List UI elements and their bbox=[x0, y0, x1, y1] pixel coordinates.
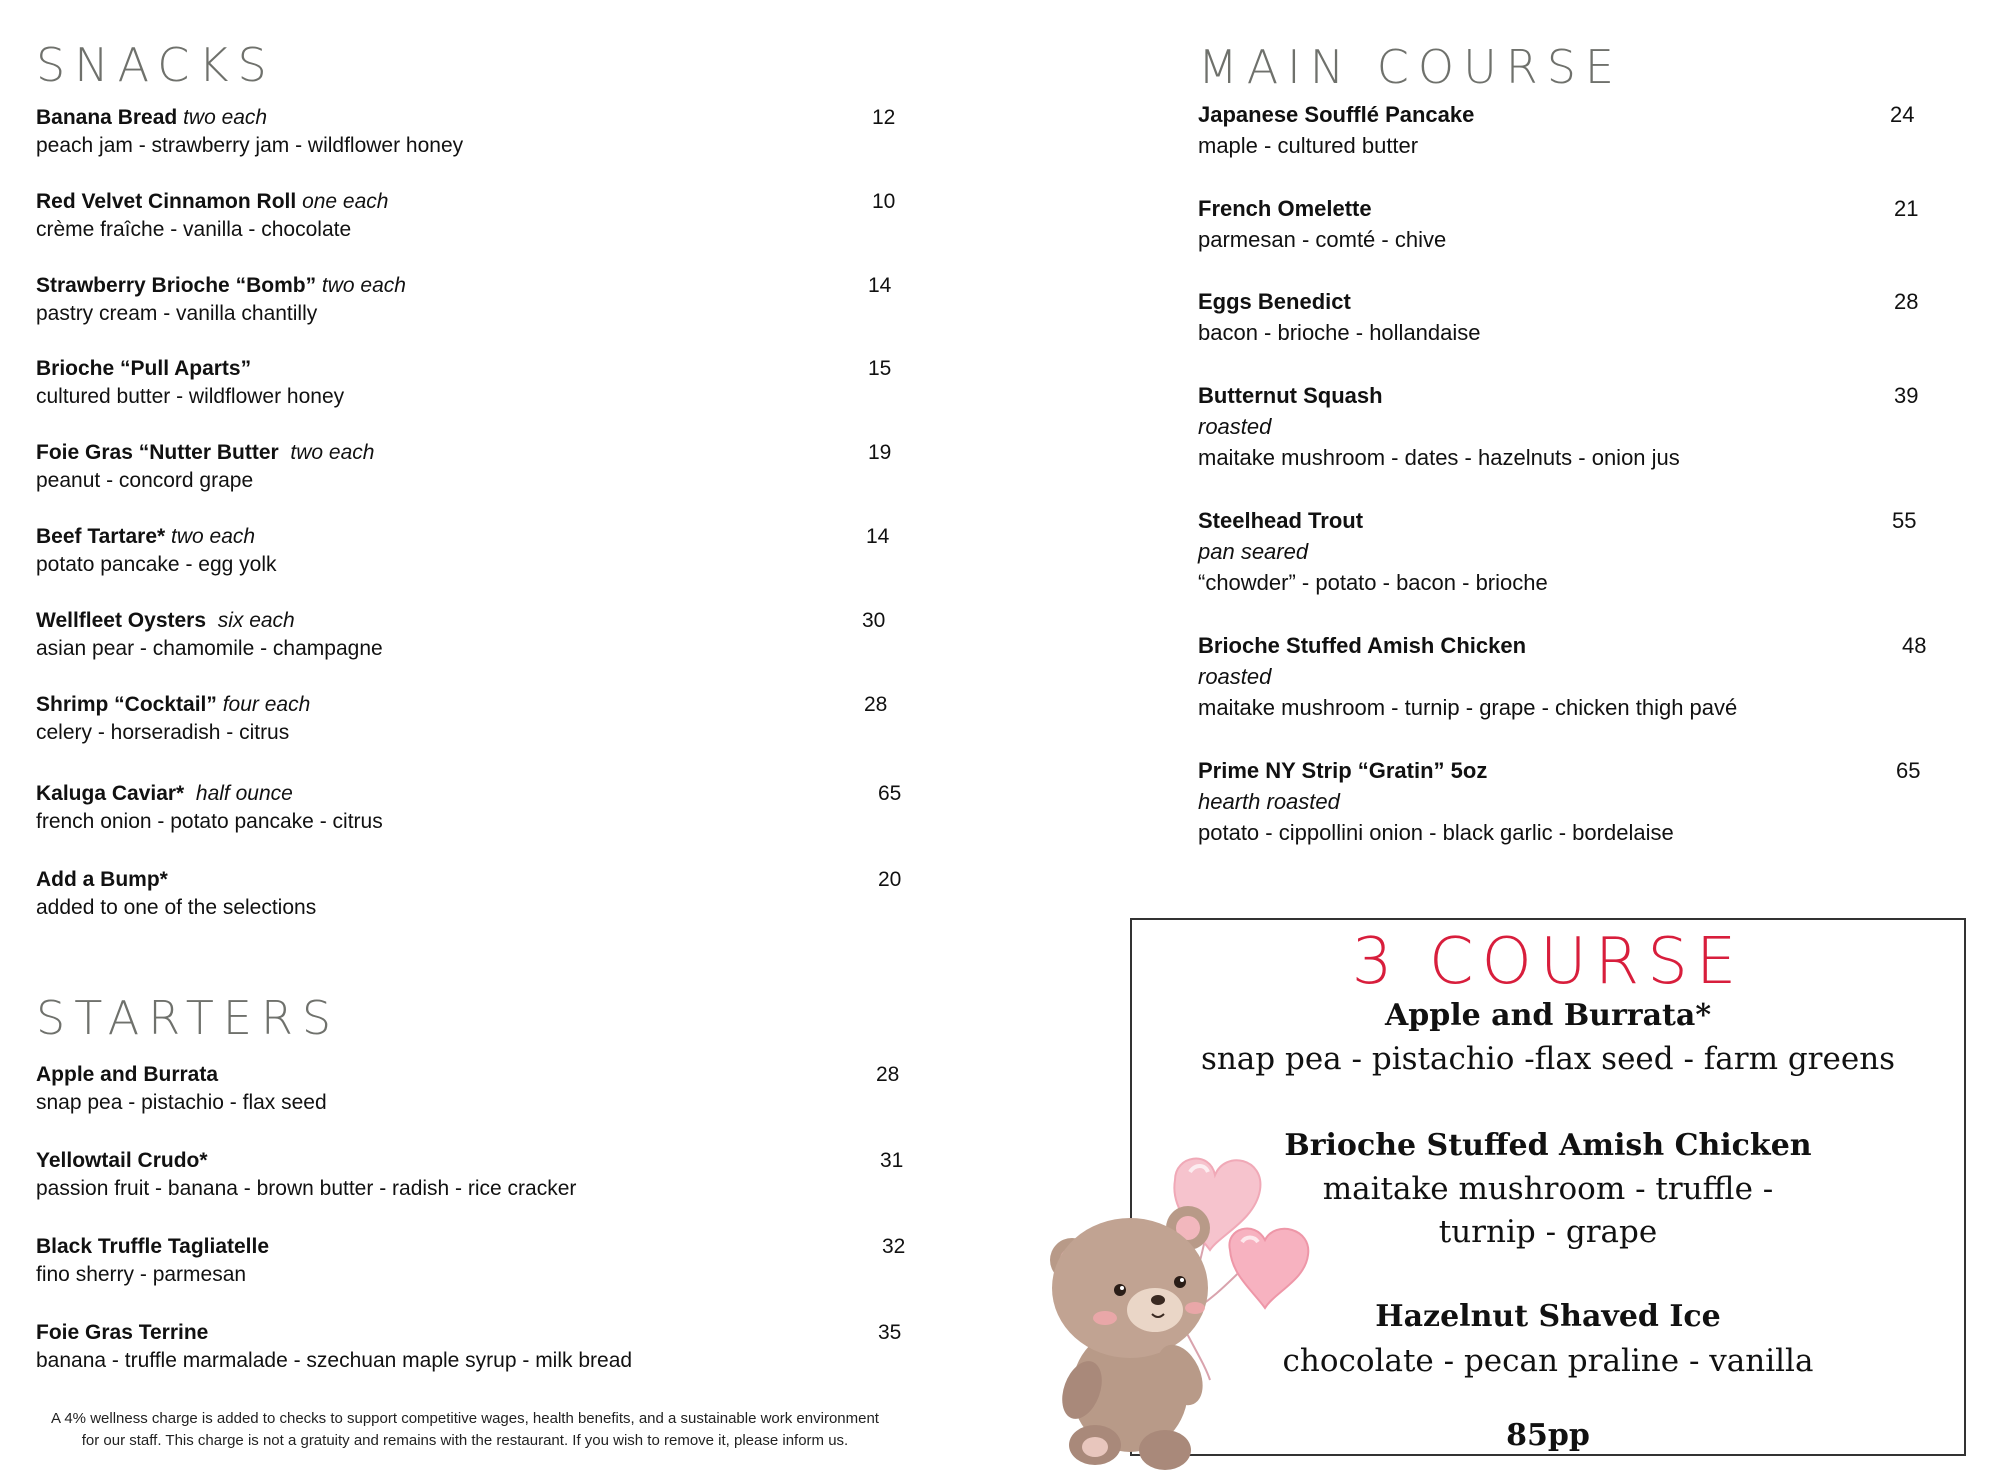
snack-item bbox=[36, 522, 916, 592]
item-description: maitake mushroom - turnip - grape - chicken thigh pavé bbox=[1198, 695, 1738, 720]
item-preparation: pan seared bbox=[1198, 539, 1309, 564]
item-name: Shrimp “Cocktail” four each bbox=[36, 693, 311, 716]
teddy-bear-balloons-illustration bbox=[1020, 1150, 1360, 1478]
item-preparation: hearth roasted bbox=[1198, 789, 1340, 814]
snack-item bbox=[36, 865, 916, 935]
main-course-heading: MAIN COURSE bbox=[1198, 40, 1623, 94]
item-name: Japanese Soufflé Pancake bbox=[1198, 102, 1475, 127]
item-description: celery - horseradish - citrus bbox=[36, 721, 290, 744]
main-course-item bbox=[1198, 99, 1958, 169]
course-two-name: Brioche Stuffed Amish Chicken bbox=[1284, 1128, 1812, 1163]
course-three-name: Hazelnut Shaved Ice bbox=[1375, 1299, 1721, 1334]
item-description: potato - cippollini onion - black garlic - bordelaise bbox=[1198, 820, 1674, 845]
three-course-title: 3 COURSE bbox=[1351, 925, 1745, 999]
item-description: cultured butter - wildflower honey bbox=[36, 385, 345, 408]
item-price: 65 bbox=[878, 782, 902, 805]
item-price: 14 bbox=[866, 525, 890, 548]
snack-item bbox=[36, 779, 916, 849]
starter-item bbox=[36, 1318, 916, 1388]
item-price: 28 bbox=[1894, 289, 1919, 314]
main-course-item bbox=[1198, 755, 1958, 855]
item-name: Red Velvet Cinnamon Roll one each bbox=[36, 190, 389, 213]
item-price: 21 bbox=[1894, 196, 1919, 221]
snack-item bbox=[36, 103, 916, 173]
item-name: Add a Bump* bbox=[36, 868, 168, 891]
snack-item bbox=[36, 187, 916, 257]
snacks-heading: SNACKS bbox=[36, 38, 276, 92]
item-name: Foie Gras “Nutter Butter two each bbox=[36, 441, 375, 464]
item-name: Brioche Stuffed Amish Chicken bbox=[1198, 633, 1527, 658]
item-preparation: roasted bbox=[1198, 664, 1272, 689]
snack-item bbox=[36, 271, 916, 341]
item-price: 20 bbox=[878, 868, 902, 891]
course-three-description: chocolate - pecan praline - vanilla bbox=[1282, 1343, 1814, 1379]
item-description: french onion - potato pancake - citrus bbox=[36, 810, 383, 833]
snack-item bbox=[36, 354, 916, 424]
item-description: maitake mushroom - dates - hazelnuts - onion jus bbox=[1198, 445, 1680, 470]
item-description: parmesan - comté - chive bbox=[1198, 227, 1447, 252]
item-price: 19 bbox=[868, 441, 892, 464]
item-name: French Omelette bbox=[1198, 196, 1372, 221]
starter-item bbox=[36, 1146, 916, 1216]
item-name: Foie Gras Terrine bbox=[36, 1321, 209, 1344]
three-course-price: 85pp bbox=[1506, 1418, 1590, 1453]
main-course-item bbox=[1198, 193, 1958, 263]
item-name: Wellfleet Oysters six each bbox=[36, 609, 295, 632]
course-one-name: Apple and Burrata* bbox=[1384, 998, 1712, 1033]
item-name: Yellowtail Crudo* bbox=[36, 1149, 208, 1172]
item-name: Brioche “Pull Aparts” bbox=[36, 357, 252, 380]
item-name: Prime NY Strip “Gratin” 5oz bbox=[1198, 758, 1488, 783]
item-price: 39 bbox=[1894, 383, 1919, 408]
item-price: 32 bbox=[882, 1235, 906, 1258]
item-name: Apple and Burrata bbox=[36, 1063, 219, 1086]
snack-item bbox=[36, 690, 916, 760]
starter-item bbox=[36, 1232, 916, 1302]
course-two-description-line1: maitake mushroom - truffle - bbox=[1322, 1171, 1774, 1207]
starters-heading: STARTERS bbox=[36, 991, 341, 1045]
snack-item bbox=[36, 438, 916, 508]
item-preparation: roasted bbox=[1198, 414, 1272, 439]
item-name: Strawberry Brioche “Bomb” two each bbox=[36, 274, 406, 297]
item-name: Beef Tartare* two each bbox=[36, 525, 256, 548]
course-two-description-line2: turnip - grape bbox=[1438, 1214, 1658, 1250]
item-name: Banana Bread two each bbox=[36, 106, 268, 129]
item-price: 12 bbox=[872, 106, 896, 129]
item-description: pastry cream - vanilla chantilly bbox=[36, 302, 318, 325]
item-description: snap pea - pistachio - flax seed bbox=[36, 1091, 327, 1114]
item-description: passion fruit - banana - brown butter - radish - rice cracker bbox=[36, 1177, 577, 1200]
item-price: 65 bbox=[1896, 758, 1921, 783]
item-description: maple - cultured butter bbox=[1198, 133, 1419, 158]
item-price: 55 bbox=[1892, 508, 1917, 533]
item-description: peanut - concord grape bbox=[36, 469, 254, 492]
item-description: crème fraîche - vanilla - chocolate bbox=[36, 218, 352, 241]
item-description: “chowder” - potato - bacon - brioche bbox=[1198, 570, 1548, 595]
main-course-item bbox=[1198, 630, 1958, 730]
snack-item bbox=[36, 606, 916, 676]
main-course-item bbox=[1198, 380, 1958, 480]
item-name: Eggs Benedict bbox=[1198, 289, 1351, 314]
item-description: added to one of the selections bbox=[36, 896, 317, 919]
item-price: 14 bbox=[868, 274, 892, 297]
item-description: bacon - brioche - hollandaise bbox=[1198, 320, 1481, 345]
item-price: 31 bbox=[880, 1149, 904, 1172]
item-description: asian pear - chamomile - champagne bbox=[36, 637, 383, 660]
item-name: Steelhead Trout bbox=[1198, 508, 1364, 533]
main-course-item bbox=[1198, 286, 1958, 356]
item-price: 28 bbox=[876, 1063, 900, 1086]
item-description: peach jam - strawberry jam - wildflower honey bbox=[36, 134, 464, 157]
course-one-description: snap pea - pistachio -flax seed - farm greens bbox=[1200, 1041, 1896, 1077]
item-name: Black Truffle Tagliatelle bbox=[36, 1235, 270, 1258]
item-price: 28 bbox=[864, 693, 888, 716]
item-description: fino sherry - parmesan bbox=[36, 1263, 247, 1286]
item-price: 10 bbox=[872, 190, 896, 213]
wellness-charge-disclaimer: A 4% wellness charge is added to checks to support competitive wages, health benefits, and a sustainable work environment for our staff. This charge is not a gratuity and remains with the restaurant. If you wish to remove it, please inform us. bbox=[51, 1410, 879, 1449]
item-description: potato pancake - egg yolk bbox=[36, 553, 277, 576]
item-name: Kaluga Caviar* half ounce bbox=[36, 782, 293, 805]
item-price: 30 bbox=[862, 609, 886, 632]
item-price: 15 bbox=[868, 357, 892, 380]
item-description: banana - truffle marmalade - szechuan maple syrup - milk bread bbox=[36, 1349, 633, 1372]
item-price: 24 bbox=[1890, 102, 1915, 127]
item-price: 48 bbox=[1902, 633, 1927, 658]
starter-item bbox=[36, 1060, 916, 1130]
main-course-item bbox=[1198, 505, 1958, 605]
item-price: 35 bbox=[878, 1321, 902, 1344]
item-name: Butternut Squash bbox=[1198, 383, 1383, 408]
